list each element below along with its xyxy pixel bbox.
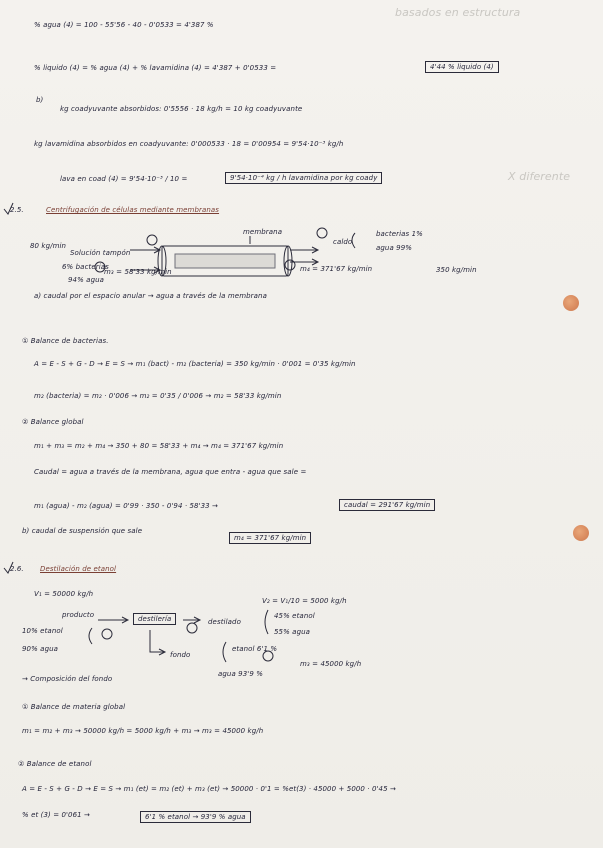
watermark-text: basados en estructura [395,6,521,19]
m4-result: m₄ = 371'67 kg/min [300,265,373,273]
feed26-ethanol: 10% etanol [22,627,63,635]
destilado-label: destilado [208,618,241,626]
section-2-6-number: 2.6. [10,565,24,573]
lavamidina-absorbed-line: kg lavamidina absorbidos en coadyuvante: 0'000533 · 18 = 0'00954 = 9'54·10⁻³ kg/h [34,140,344,148]
feed-water-label: 94% agua [68,276,105,284]
caldo-label: caldo [333,238,353,246]
side-note: X diferente [508,170,571,183]
feed-flow-label: 80 kg/min [30,242,67,250]
caldo-bacteria-label: bacterias 1% [376,230,423,238]
membrane-label: membrana [243,228,283,236]
section-2-5-number: 2.5. [10,206,24,214]
m3b-value: m₃ = 45000 kg/h [300,660,362,668]
final-result-box: 6'1 % etanol → 93'9 % agua [140,811,251,823]
ethanol-balance-eq: A = E - S + G - D → E = S → m₁ (et) = m₂ (et) + m₃ (et) → 50000 · 0'1 = %et(3) · 45000 + 5000 · 0'45 → [22,785,396,793]
section-2-5-title: Centrifugación de células mediante membranas [46,206,220,214]
global-balance-title: ② Balance global [22,418,84,426]
fondo-label: fondo [170,651,191,659]
feed26-water: 90% agua [22,645,59,653]
mass-balance-eq: m₁ = m₂ + m₃ → 50000 kg/h = 5000 kg/h + m₃ → m₃ = 45000 kg/h [22,727,264,735]
liquid-percentage-line: % liquido (4) = % agua (4) + % lavamidina (4) = 4'387 + 0'0533 = [34,64,277,72]
caudal-eq: m₁ (agua) - m₂ (agua) = 0'99 · 350 - 0'94 · 58'33 → [34,502,219,510]
lava-coad-line: lava en coad (4) = 9'54·10⁻³ / 10 = [60,175,188,183]
section-2-6-title: Destilación de etanol [40,565,117,573]
bacteria-balance-title: ① Balance de bacterias. [22,337,109,345]
caldo-flow-label: 350 kg/min [436,266,477,274]
ethanol-balance-title: ② Balance de etanol [18,760,92,768]
caudal-line: Caudal = agua a través de la membrana, agua que entra - agua que sale = [34,468,307,476]
part-b-label: b) [36,96,44,104]
bacteria-balance-eq2: m₂ (bacteria) = m₂ · 0'006 → m₂ = 0'35 / 0'006 → m₂ = 58'33 kg/min [34,392,282,400]
destileria-box: destilería [133,613,176,625]
suspension-result-box: m₄ = 371'67 kg/min [229,532,311,544]
bottoms-composition-line: → Composición del fondo [22,675,113,683]
bottoms-ethanol: etanol 6'1 % [232,645,278,653]
caldo-water-label: agua 99% [376,244,413,252]
distillate-water: 55% agua [274,628,311,636]
water-percentage-line: % agua (4) = 100 - 55'56 - 40 - 0'0533 = 4'387 % [34,21,214,29]
m3-result: m₃ = 58'33 kg/min [104,268,172,276]
caudal-result-box: caudal = 291'67 kg/min [339,499,435,511]
distillate-ethanol: 45% etanol [274,612,315,620]
et3-line: % et (3) = 0'061 → [22,811,91,819]
feed-name-label: Solución tampón [70,249,131,257]
v2-value: V₂ = V₁/10 = 5000 kg/h [262,597,347,605]
bacteria-balance-eq: A = E - S + G - D → E = S → m₁ (bact) - m₂ (bacteria) = 350 kg/min · 0'001 = 0'35 kg/min [34,360,356,368]
lava-coad-result-box: 9'54·10⁻⁴ kg / h lavamidina por kg coady [225,172,382,184]
liquid-result-box: 4'44 % liquido (4) [425,61,499,73]
coadjuvant-absorbed-line: kg coadyuvante absorbidos: 0'5556 · 18 kg/h = 10 kg coadyuvante [60,105,303,113]
bottoms-water: agua 93'9 % [218,670,263,678]
producto-label: producto [62,611,95,619]
part-b-suspension-line: b) caudal de suspensión que sale [22,527,143,535]
global-balance-eq: m₁ + m₃ = m₂ + m₄ → 350 + 80 = 58'33 + m₄ → m₄ = 371'67 kg/min [34,442,284,450]
feed-bacteria-label: 6% bacterias [62,263,109,271]
part-a-line: a) caudal por el espacio anular → agua a través de la membrana [34,292,267,300]
mass-balance-title: ① Balance de materia global [22,703,126,711]
v1-value: V₁ = 50000 kg/h [34,590,94,598]
